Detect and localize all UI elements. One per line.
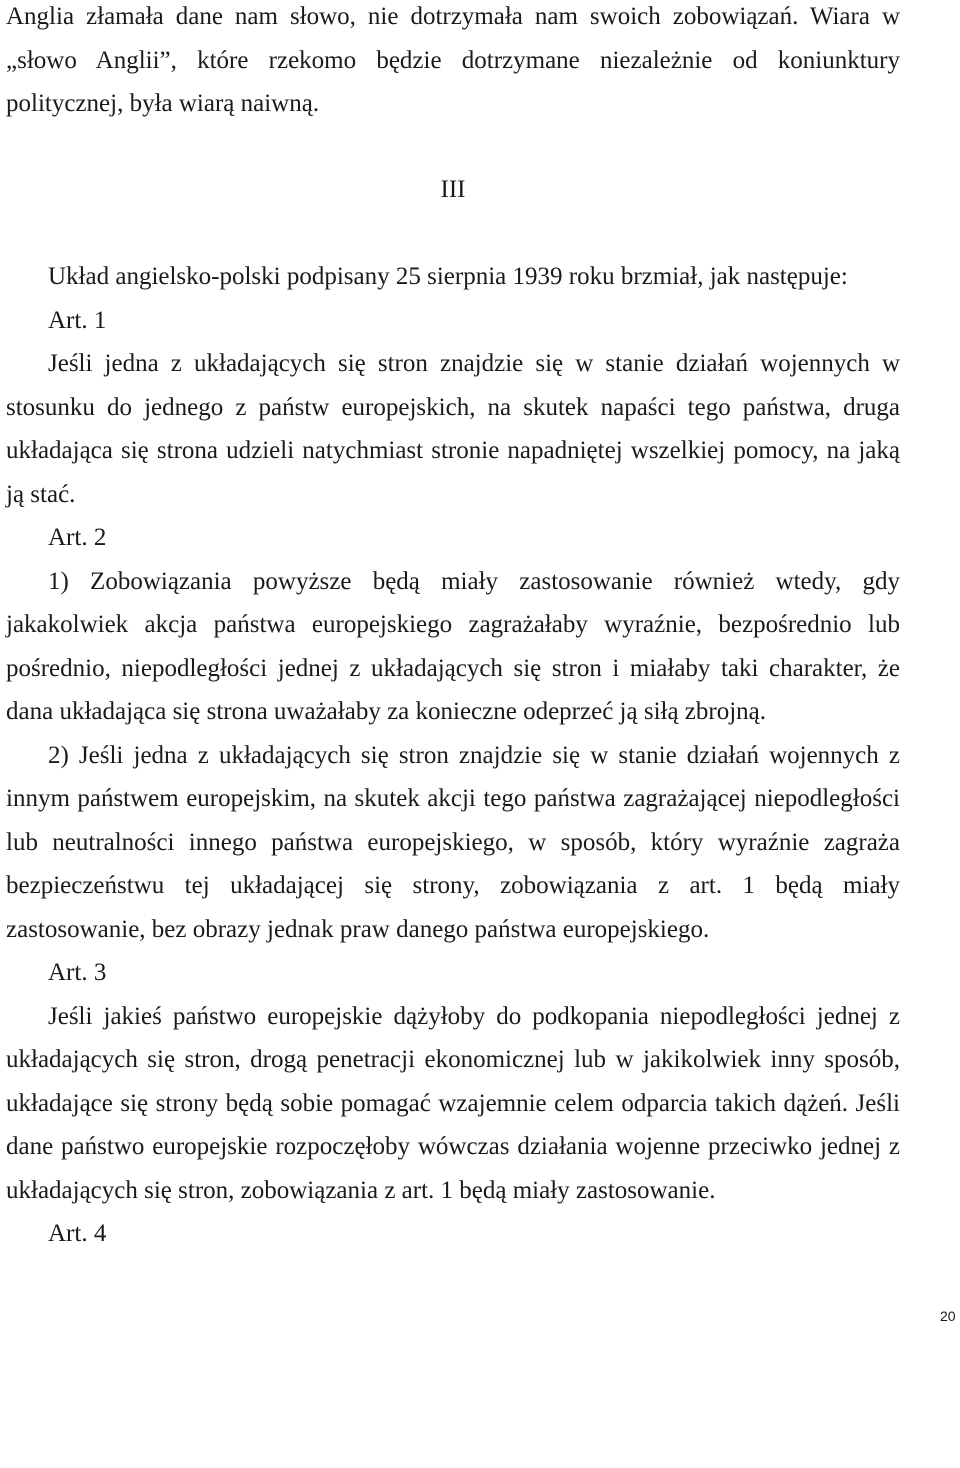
article-2-label: Art. 2: [48, 524, 107, 551]
document-page: [6, 0, 900, 1256]
article-3-label: Art. 3: [48, 959, 107, 986]
article-2-paragraph-1: 1) Zobowiązania powyższe będą miały zastosowanie również wtedy, gdy jakakolwiek akcja państwa europejskiego zagrażałaby wyraźnie, bezpośrednio lub pośrednio, niepodległości jednej z układających się stron i miałaby taki charakter, że dana układająca się strona uważałaby za konieczne odeprzeć ją siłą zbrojną.: [6, 567, 900, 725]
section-heading: III: [440, 175, 466, 203]
section-lead-paragraph: Układ angielsko-polski podpisany 25 sierpnia 1939 roku brzmiał, jak następuje:: [48, 263, 848, 290]
intro-paragraph: Anglia złamała dane nam słowo, nie dotrzymała nam swoich zobowiązań. Wiara w „słowo Anglii”, które rzekomo będzie dotrzymane niezależnie od koniunktury politycznej, była wiarą naiwną.: [6, 3, 900, 117]
page-number: 20: [940, 1308, 956, 1324]
article-4-label: Art. 4: [48, 1220, 107, 1247]
article-1-paragraph: Jeśli jedna z układających się stron znajdzie się w stanie działań wojennych w stosunku do jednego z państw europejskich, na skutek napaści tego państwa, druga układająca się strona udzieli natychmiast stronie napadniętej wszelkiej pomocy, na jaką ją stać.: [6, 350, 900, 508]
article-3-paragraph: Jeśli jakieś państwo europejskie dążyłoby do podkopania niepodległości jednej z układających się stron, drogą penetracji ekonomicznej lub w jakikolwiek inny sposób, układające się strony będą sobie pomagać wzajemnie celem odparcia takich dążeń. Jeśli dane państwo europejskie rozpoczęłoby wówczas działania wojenne przeciwko jednej z układających się stron, zobowiązania z art. 1 będą miały zastosowanie.: [6, 1002, 900, 1204]
article-1-label: Art. 1: [48, 306, 107, 334]
article-2-paragraph-2: 2) Jeśli jedna z układających się stron znajdzie się w stanie działań wojennych z innym państwem europejskim, na skutek akcji tego państwa zagrażającej niepodległości lub neutralności innego państwa europejskiego, w sposób, który wyraźnie zagraża bezpieczeństwu tej układającej się strony, zobowiązania z art. 1 będą miały zastosowanie, bez obrazy jednak praw danego państwa europejskiego.: [6, 741, 900, 943]
